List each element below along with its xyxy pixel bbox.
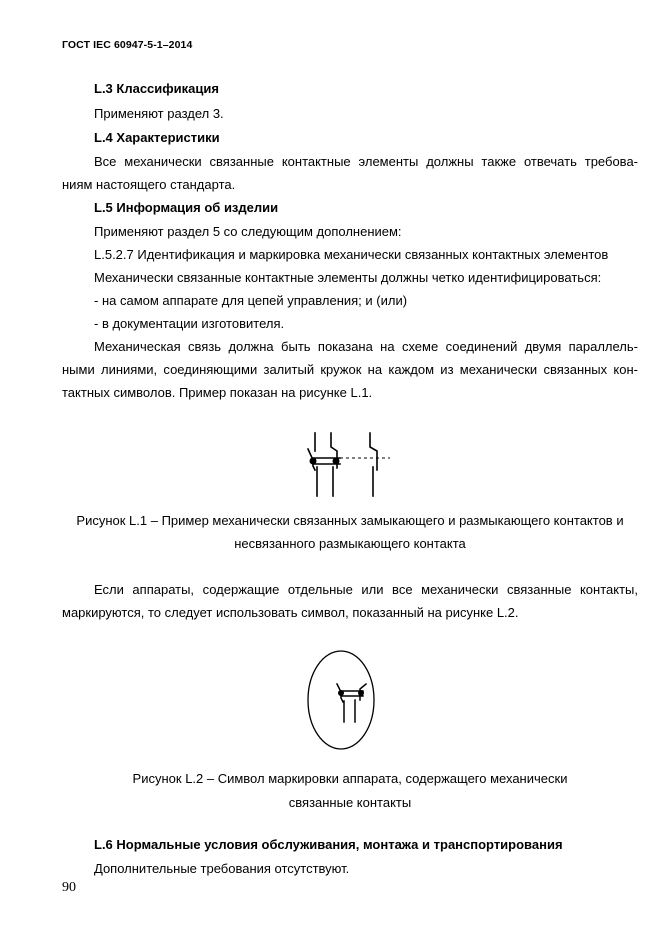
- paragraph-marking-line-2: маркируются, то следует использовать символ, показанный на рисунке L.2.: [62, 605, 519, 620]
- subsection-l527-para-2-line-1: Механическая связь должна быть показана на схеме соединений двумя параллель-: [94, 339, 638, 354]
- subsection-l527-para-2-line-2: ными линиями, соединяющими залитый кружок на каждом из механически связанных кон-: [62, 362, 638, 377]
- page-number: 90: [62, 880, 76, 895]
- section-l4-title: L.4 Характеристики: [94, 130, 220, 145]
- figure-l1-caption-line-1: Рисунок L.1 – Пример механически связанных замыкающего и размыкающего контактов и: [76, 513, 624, 528]
- section-l6-text: Дополнительные требования отсутствуют.: [94, 861, 350, 876]
- paragraph-marking-line-1: Если аппараты, содержащие отдельные или все механически связанные контакты,: [94, 582, 638, 597]
- subsection-l527-bullet-2: - в документации изготовителя.: [94, 316, 285, 331]
- subsection-l527-title: L.5.2.7 Идентификация и маркировка механически связанных контактных элементов: [94, 247, 609, 262]
- figure-l2-marking-symbol: [300, 648, 382, 754]
- section-l3-title: L.3 Классификация: [94, 81, 219, 96]
- section-l6-title: L.6 Нормальные условия обслуживания, монтажа и транспортирования: [94, 837, 563, 852]
- subsection-l527-para-2-line-3: тактных символов. Пример показан на рисунке L.1.: [62, 385, 373, 400]
- figure-l2-caption-line-1: Рисунок L.2 – Символ маркировки аппарата, содержащего механически: [132, 771, 568, 786]
- section-l3-text: Применяют раздел 3.: [94, 106, 224, 121]
- figure-l1-caption-line-2: несвязанного размыкающего контакта: [234, 536, 466, 551]
- figure-l2-caption-line-2: связанные контакты: [288, 795, 412, 810]
- document-header: ГОСТ IEC 60947-5-1–2014: [62, 39, 193, 51]
- section-l4-text-line-1: Все механически связанные контактные элементы должны также отвечать требова-: [94, 154, 638, 169]
- section-l5-title: L.5 Информация об изделии: [94, 200, 279, 215]
- figure-l1-contacts-diagram: [300, 428, 400, 500]
- subsection-l527-bullet-1: - на самом аппарате для цепей управления; и (или): [94, 293, 408, 308]
- section-l4-text-line-2: ниям настоящего стандарта.: [62, 177, 236, 192]
- section-l5-text: Применяют раздел 5 со следующим дополнением:: [94, 224, 402, 239]
- subsection-l527-para-1: Механически связанные контактные элементы должны четко идентифицироваться:: [94, 270, 602, 285]
